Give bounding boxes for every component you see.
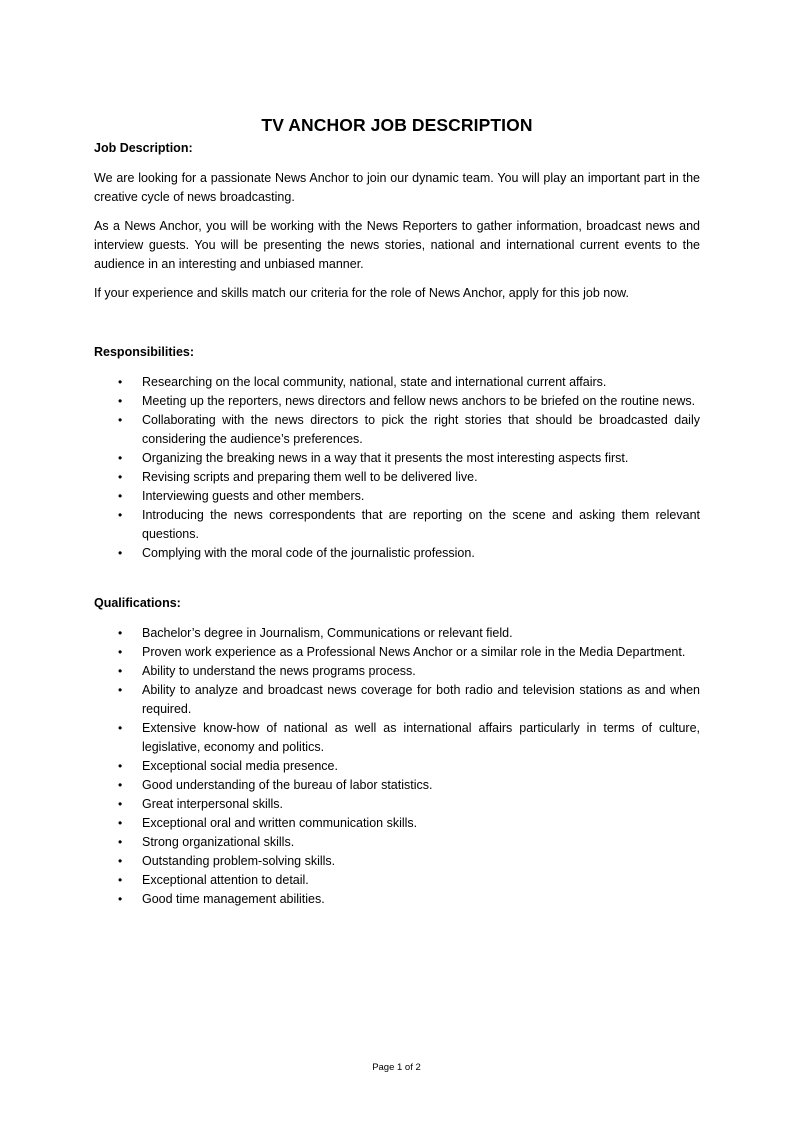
list-item — [94, 624, 700, 643]
list-item-text: Strong organizational skills. — [142, 835, 295, 849]
bullet-icon: • — [118, 683, 123, 697]
list-item-text: Organizing the breaking news in a way that it presents the most interesting aspects first. — [142, 451, 629, 465]
list-item — [94, 814, 700, 833]
bullet-icon: • — [118, 892, 123, 906]
document-body — [94, 114, 700, 909]
bullet-icon: • — [118, 721, 123, 735]
list-item-text: Bachelor’s degree in Journalism, Communications or relevant field. — [142, 626, 513, 640]
page-title: TV ANCHOR JOB DESCRIPTION — [261, 115, 533, 135]
list-item-text: Researching on the local community, national, state and international current affairs. — [142, 375, 607, 389]
list-item — [94, 544, 700, 563]
bullet-icon: • — [118, 626, 123, 640]
qualifications-heading: Qualifications: — [94, 596, 181, 610]
list-item-text: Extensive know-how of national as well as international affairs particularly in terms of culture, legislative, economy and politics. — [142, 721, 700, 754]
responsibilities-heading: Responsibilities: — [94, 345, 195, 359]
responsibilities-list — [94, 373, 700, 563]
job-description-paragraph: We are looking for a passionate News Anchor to join our dynamic team. You will play an important part in the creative cycle of news broadcasting. — [94, 171, 700, 204]
list-item — [94, 833, 700, 852]
list-item-text: Good time management abilities. — [142, 892, 325, 906]
list-item-text: Good understanding of the bureau of labor statistics. — [142, 778, 433, 792]
qualifications-list — [94, 624, 700, 909]
list-item-text: Exceptional attention to detail. — [142, 873, 309, 887]
job-description-heading: Job Description: — [94, 141, 193, 155]
bullet-icon: • — [118, 835, 123, 849]
list-item — [94, 871, 700, 890]
list-item — [94, 795, 700, 814]
list-item — [94, 411, 700, 449]
bullet-icon: • — [118, 470, 123, 484]
bullet-icon: • — [118, 816, 123, 830]
bullet-icon: • — [118, 413, 123, 427]
list-item-text: Great interpersonal skills. — [142, 797, 284, 811]
list-item — [94, 852, 700, 871]
list-item-text: Interviewing guests and other members. — [142, 489, 365, 503]
list-item-text: Outstanding problem-solving skills. — [142, 854, 336, 868]
list-item — [94, 643, 700, 662]
list-item-text: Exceptional social media presence. — [142, 759, 338, 773]
bullet-icon: • — [118, 489, 123, 503]
bullet-icon: • — [118, 873, 123, 887]
list-item-text: Collaborating with the news directors to pick the right stories that should be broadcasted daily considering the audience’s preferences. — [142, 413, 700, 446]
bullet-icon: • — [118, 394, 123, 408]
list-item — [94, 681, 700, 719]
list-item — [94, 392, 700, 411]
bullet-icon: • — [118, 451, 123, 465]
list-item-text: Introducing the news correspondents that are reporting on the scene and asking them relevant questions. — [142, 508, 700, 541]
page-number: Page 1 of 2 — [372, 1062, 421, 1073]
list-item-text: Revising scripts and preparing them well to be delivered live. — [142, 470, 478, 484]
bullet-icon: • — [118, 645, 123, 659]
job-description-paragraph: If your experience and skills match our criteria for the role of News Anchor, apply for this job now. — [94, 286, 629, 300]
list-item — [94, 468, 700, 487]
list-item-text: Exceptional oral and written communication skills. — [142, 816, 418, 830]
list-item — [94, 890, 700, 909]
list-item — [94, 373, 700, 392]
list-item — [94, 662, 700, 681]
list-item-text: Meeting up the reporters, news directors and fellow news anchors to be briefed on the routine news. — [142, 394, 696, 408]
list-item — [94, 719, 700, 757]
list-item — [94, 506, 700, 544]
bullet-icon: • — [118, 375, 123, 389]
list-item — [94, 449, 700, 468]
bullet-icon: • — [118, 854, 123, 868]
list-item-text: Ability to understand the news programs process. — [142, 664, 416, 678]
job-description-section — [94, 140, 700, 303]
bullet-icon: • — [118, 778, 123, 792]
bullet-icon: • — [118, 546, 123, 560]
responsibilities-section — [94, 344, 700, 563]
bullet-icon: • — [118, 508, 123, 522]
job-description-paragraph: As a News Anchor, you will be working with the News Reporters to gather information, broadcast news and interview guests. You will be presenting the news stories, national and international current events to the audience in an interesting and unbiased manner. — [94, 219, 700, 271]
list-item — [94, 757, 700, 776]
list-item — [94, 487, 700, 506]
list-item-text: Ability to analyze and broadcast news coverage for both radio and television stations as and when required. — [142, 683, 700, 716]
bullet-icon: • — [118, 664, 123, 678]
list-item-text: Complying with the moral code of the journalistic profession. — [142, 546, 475, 560]
list-item — [94, 776, 700, 795]
list-item-text: Proven work experience as a Professional News Anchor or a similar role in the Media Department. — [142, 645, 686, 659]
bullet-icon: • — [118, 797, 123, 811]
qualifications-section — [94, 595, 700, 909]
bullet-icon: • — [118, 759, 123, 773]
